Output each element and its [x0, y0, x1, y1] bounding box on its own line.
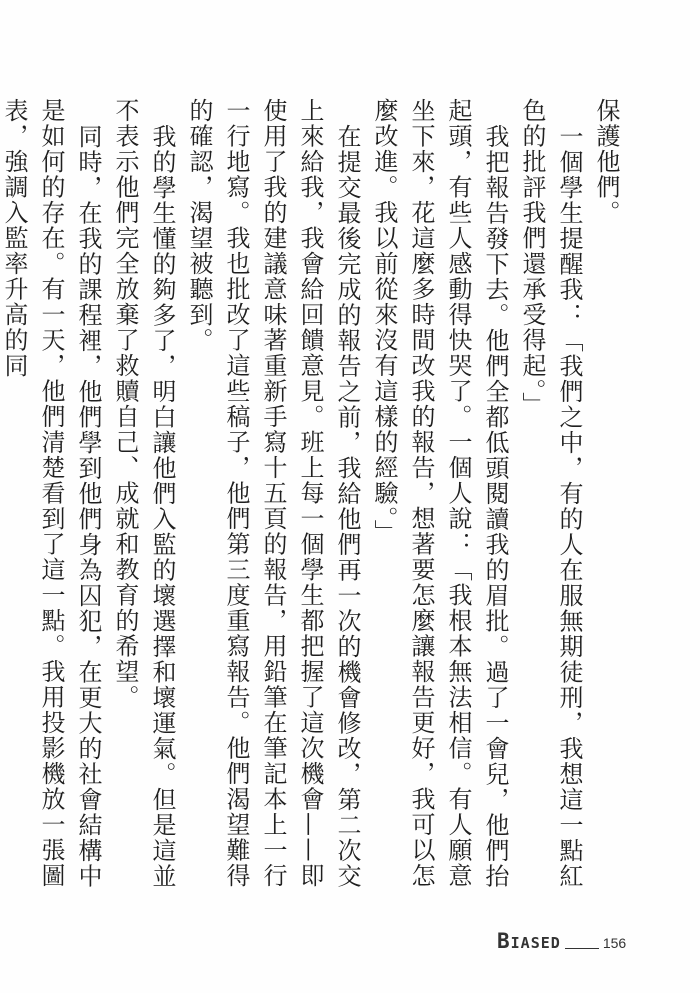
paragraph-5: 我的學生懂的夠多了，明白讓他們入監的壞選擇和壞運氣。但是這並不表示他們完全放棄了救贖自己、成就和教育的希望。 [111, 98, 176, 890]
paragraph-6: 同時，在我的課程裡，他們學到他們身為囚犯，在更大的社會結構中是如何的存在。有一天，他們清楚看到了這一點。我用投影機放一張圖表，強調入監率升高的同 [0, 98, 102, 890]
paragraph-2: 一個學生提醒我：「我們之中，有的人在服無期徒刑，我想這一點紅色的批評我們還承受得起。」 [518, 98, 583, 890]
page-footer [497, 929, 626, 951]
book-title-initial: B [497, 929, 511, 953]
paragraph-4: 在提交最後完成的報告之前，我給他們再一次的機會修改，第二次交上來給我，我會給回饋意見。班上每一個學生都把握了這次機會——即使用了我的建議意味著重新手寫十五頁的報告，用鉛筆在筆記本上一行一行地寫。我也批改了這些稿子，他們第三度重寫報告。他們渴望難得的確認，渴望被聽到。 [185, 98, 361, 890]
footer-rule [565, 948, 599, 949]
book-title-mark [497, 929, 561, 953]
paragraph-3: 我把報告發下去。他們全都低頭閱讀我的眉批。過了一會兒，他們抬起頭，有些人感動得快哭了。一個人說：「我根本無法相信。有人願意坐下來，花這麼多時間改我的報告，想著要怎麼讓報告更好，我可以怎麼改進。我以前從來沒有這樣的經驗。」 [370, 98, 509, 890]
paragraph-1: 保護他們。 [592, 98, 620, 226]
body-text [0, 98, 624, 898]
page-number: 156 [602, 935, 627, 951]
book-title-rest: IASED [510, 934, 561, 952]
